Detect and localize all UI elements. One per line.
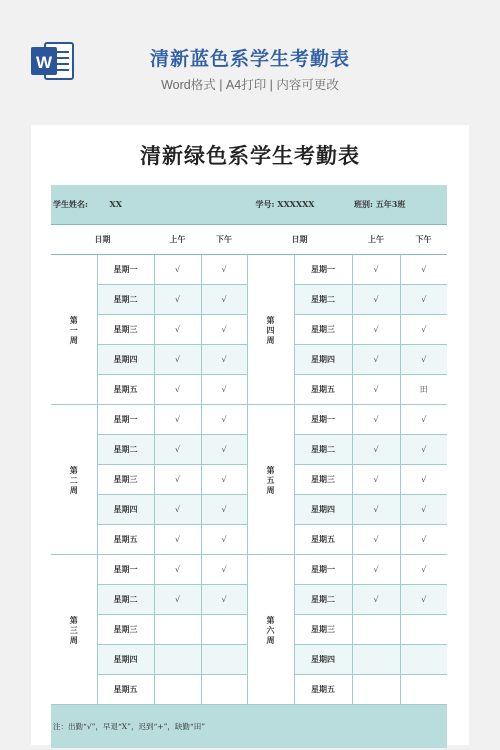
attendance-pm-cell: 田 bbox=[400, 375, 447, 405]
attendance-pm-cell: √ bbox=[400, 345, 447, 375]
day-cell: 星期四 bbox=[294, 495, 352, 525]
attendance-pm-cell: √ bbox=[400, 435, 447, 465]
attendance-am-cell: √ bbox=[154, 375, 201, 405]
day-cell: 星期三 bbox=[97, 615, 154, 645]
attendance-pm-cell: √ bbox=[201, 435, 247, 465]
student-id-value: XXXXXX bbox=[277, 199, 315, 209]
attendance-pm-cell bbox=[201, 645, 247, 675]
day-cell: 星期四 bbox=[97, 345, 154, 375]
attendance-am-cell: √ bbox=[154, 495, 201, 525]
attendance-am-cell: √ bbox=[352, 585, 400, 615]
week-label-text: 第五周 bbox=[266, 464, 275, 495]
attendance-am-cell: √ bbox=[352, 375, 400, 405]
day-cell: 星期三 bbox=[97, 465, 154, 495]
attendance-pm-cell: √ bbox=[201, 345, 247, 375]
word-logo-letter: W bbox=[35, 53, 53, 72]
header-am-left: 上午 bbox=[154, 225, 201, 255]
week-label-right bbox=[247, 255, 294, 405]
legend-row bbox=[51, 705, 447, 749]
attendance-pm-cell bbox=[400, 675, 447, 705]
attendance-am-cell: √ bbox=[154, 555, 201, 585]
day-cell: 星期四 bbox=[97, 495, 154, 525]
student-name-value: XX bbox=[109, 199, 122, 209]
attendance-am-cell bbox=[352, 675, 400, 705]
attendance-pm-cell: √ bbox=[400, 495, 447, 525]
day-cell: 星期四 bbox=[97, 645, 154, 675]
attendance-pm-cell: √ bbox=[201, 285, 247, 315]
day-cell: 星期四 bbox=[294, 345, 352, 375]
attendance-pm-cell: √ bbox=[400, 585, 447, 615]
week-label-text: 第二周 bbox=[69, 464, 78, 495]
attendance-pm-cell: √ bbox=[400, 525, 447, 555]
attendance-am-cell: √ bbox=[154, 315, 201, 345]
attendance-am-cell: √ bbox=[154, 285, 201, 315]
attendance-pm-cell bbox=[400, 615, 447, 645]
week-label-left bbox=[51, 255, 97, 405]
attendance-am-cell bbox=[154, 615, 201, 645]
day-cell: 星期一 bbox=[97, 255, 154, 285]
attendance-pm-cell: √ bbox=[201, 375, 247, 405]
page-header bbox=[0, 0, 500, 110]
document-title: 清新绿色系学生考勤表 bbox=[140, 143, 360, 168]
week-label-text: 第四周 bbox=[266, 314, 275, 345]
week-label-left bbox=[51, 555, 97, 705]
day-cell: 星期五 bbox=[294, 675, 352, 705]
page-subtitle: Word格式 | A4打印 | 内容可更改 bbox=[161, 78, 339, 92]
attendance-pm-cell: √ bbox=[400, 285, 447, 315]
attendance-pm-cell bbox=[201, 675, 247, 705]
attendance-am-cell: √ bbox=[352, 525, 400, 555]
attendance-pm-cell: √ bbox=[201, 585, 247, 615]
day-cell: 星期一 bbox=[97, 405, 154, 435]
attendance-am-cell bbox=[154, 675, 201, 705]
attendance-am-cell: √ bbox=[352, 405, 400, 435]
class-label: 班别: bbox=[354, 199, 373, 209]
attendance-am-cell: √ bbox=[154, 345, 201, 375]
attendance-am-cell bbox=[352, 615, 400, 645]
attendance-sheet bbox=[51, 185, 479, 731]
attendance-pm-cell: √ bbox=[201, 405, 247, 435]
column-header-row bbox=[51, 225, 447, 255]
week-label-right bbox=[247, 555, 294, 705]
attendance-am-cell: √ bbox=[154, 435, 201, 465]
table-row bbox=[51, 255, 447, 285]
week-label-text: 第六周 bbox=[266, 614, 275, 645]
attendance-am-cell: √ bbox=[154, 585, 201, 615]
day-cell: 星期五 bbox=[97, 675, 154, 705]
day-cell: 星期二 bbox=[294, 285, 352, 315]
attendance-am-cell: √ bbox=[352, 285, 400, 315]
day-cell: 星期五 bbox=[97, 375, 154, 405]
header-pm-right: 下午 bbox=[400, 225, 447, 255]
attendance-pm-cell bbox=[201, 615, 247, 645]
attendance-pm-cell: √ bbox=[201, 315, 247, 345]
student-id-label: 学号: bbox=[255, 199, 275, 209]
attendance-pm-cell: √ bbox=[201, 255, 247, 285]
day-cell: 星期二 bbox=[97, 285, 154, 315]
day-cell: 星期三 bbox=[294, 465, 352, 495]
day-cell: 星期三 bbox=[97, 315, 154, 345]
student-name-label: 学生姓名: bbox=[53, 199, 88, 209]
attendance-pm-cell: √ bbox=[201, 525, 247, 555]
legend-note: 注：出勤“√”，早退“X”，迟到“+”，缺勤“田” bbox=[51, 705, 447, 749]
attendance-pm-cell: √ bbox=[400, 465, 447, 495]
attendance-am-cell: √ bbox=[352, 345, 400, 375]
header-pm-left: 下午 bbox=[201, 225, 247, 255]
attendance-am-cell: √ bbox=[352, 435, 400, 465]
attendance-am-cell: √ bbox=[352, 255, 400, 285]
student-info-row bbox=[51, 185, 447, 225]
attendance-pm-cell: √ bbox=[400, 405, 447, 435]
day-cell: 星期一 bbox=[97, 555, 154, 585]
attendance-am-cell: √ bbox=[154, 405, 201, 435]
attendance-am-cell: √ bbox=[352, 495, 400, 525]
day-cell: 星期一 bbox=[294, 405, 352, 435]
day-cell: 星期五 bbox=[294, 525, 352, 555]
table-row bbox=[51, 555, 447, 585]
attendance-am-cell: √ bbox=[352, 555, 400, 585]
document-preview bbox=[31, 125, 469, 745]
attendance-am-cell: √ bbox=[352, 315, 400, 345]
day-cell: 星期三 bbox=[294, 615, 352, 645]
day-cell: 星期二 bbox=[294, 585, 352, 615]
header-date-right: 日期 bbox=[247, 225, 352, 255]
page-title: 清新蓝色系学生考勤表 bbox=[149, 49, 350, 70]
day-cell: 星期二 bbox=[97, 585, 154, 615]
attendance-pm-cell bbox=[400, 645, 447, 675]
day-cell: 星期五 bbox=[294, 375, 352, 405]
attendance-pm-cell: √ bbox=[400, 555, 447, 585]
header-am-right: 上午 bbox=[352, 225, 400, 255]
header-date-left: 日期 bbox=[51, 225, 154, 255]
day-cell: 星期二 bbox=[294, 435, 352, 465]
day-cell: 星期三 bbox=[294, 315, 352, 345]
attendance-am-cell: √ bbox=[154, 465, 201, 495]
day-cell: 星期五 bbox=[97, 525, 154, 555]
week-label-right bbox=[247, 405, 294, 555]
attendance-am-cell bbox=[352, 645, 400, 675]
day-cell: 星期二 bbox=[97, 435, 154, 465]
class-value: 五年3班 bbox=[375, 199, 406, 209]
attendance-pm-cell: √ bbox=[400, 315, 447, 345]
day-cell: 星期一 bbox=[294, 555, 352, 585]
attendance-am-cell: √ bbox=[154, 525, 201, 555]
attendance-pm-cell: √ bbox=[201, 495, 247, 525]
day-cell: 星期四 bbox=[294, 645, 352, 675]
attendance-table bbox=[51, 185, 447, 748]
week-label-left bbox=[51, 405, 97, 555]
attendance-pm-cell: √ bbox=[201, 465, 247, 495]
attendance-pm-cell: √ bbox=[400, 255, 447, 285]
day-cell: 星期一 bbox=[294, 255, 352, 285]
attendance-am-cell: √ bbox=[154, 255, 201, 285]
attendance-am-cell: √ bbox=[352, 465, 400, 495]
attendance-pm-cell: √ bbox=[201, 555, 247, 585]
week-label-text: 第一周 bbox=[69, 314, 78, 345]
attendance-am-cell bbox=[154, 645, 201, 675]
week-label-text: 第三周 bbox=[69, 614, 78, 645]
table-row bbox=[51, 405, 447, 435]
